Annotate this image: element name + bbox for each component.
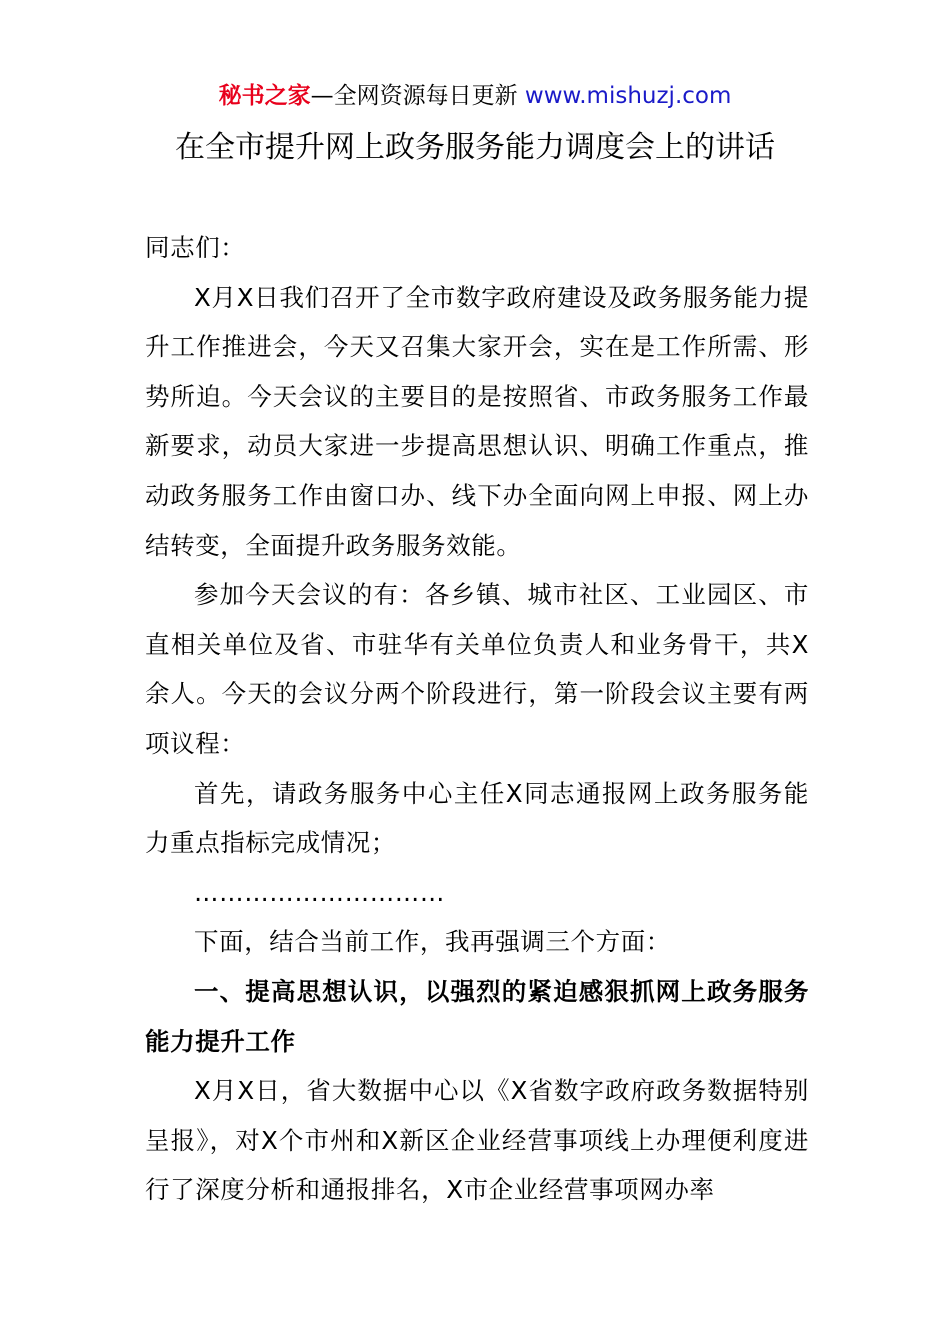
salutation: 同志们： xyxy=(145,233,246,262)
site-banner xyxy=(0,80,950,112)
paragraph: 参加今天会议的有：各乡镇、城市社区、工业园区、市直相关单位及省、市驻华有关单位负责人和业务骨干，共X余人。今天的会议分两个阶段进行，第一阶段会议主要有两项议程： xyxy=(145,580,809,758)
paragraph: X月X日我们召开了全市数字政府建设及政务服务能力提升工作推进会，今天又召集大家开会，实在是工作所需、形势所迫。今天会议的主要目的是按照省、市政务服务工作最新要求，动员大家进一步提高思想认识、明确工作重点，推动政务服务工作由窗口办、线下办全面向网上申报、网上办结转变，全面提升政务服务效能。 xyxy=(145,282,809,560)
paragraph: 首先，请政务服务中心主任X同志通报网上政务服务能力重点指标完成情况； xyxy=(145,778,809,858)
paragraph: X月X日，省大数据中心以《X省数字政府政务数据特别呈报》，对X个市州和X新区企业经营事项线上办理便利度进行了深度分析和通报排名，X市企业经营事项网办率 xyxy=(145,1076,809,1205)
banner-tagline: —全网资源每日更新 xyxy=(310,83,525,109)
section-heading: 一、提高思想认识，以强烈的紧迫感狠抓网上政务服务能力提升工作 xyxy=(145,976,809,1056)
ellipsis-line: ………………………… xyxy=(194,877,445,907)
document-body xyxy=(145,223,809,1215)
document-title: 在全市提升网上政务服务能力调度会上的讲话 xyxy=(175,130,775,165)
banner-brand: 秘书之家 xyxy=(218,83,311,109)
banner-url[interactable]: www.mishuzj.com xyxy=(524,83,732,109)
paragraph: 下面，结合当前工作，我再强调三个方面： xyxy=(194,927,671,957)
